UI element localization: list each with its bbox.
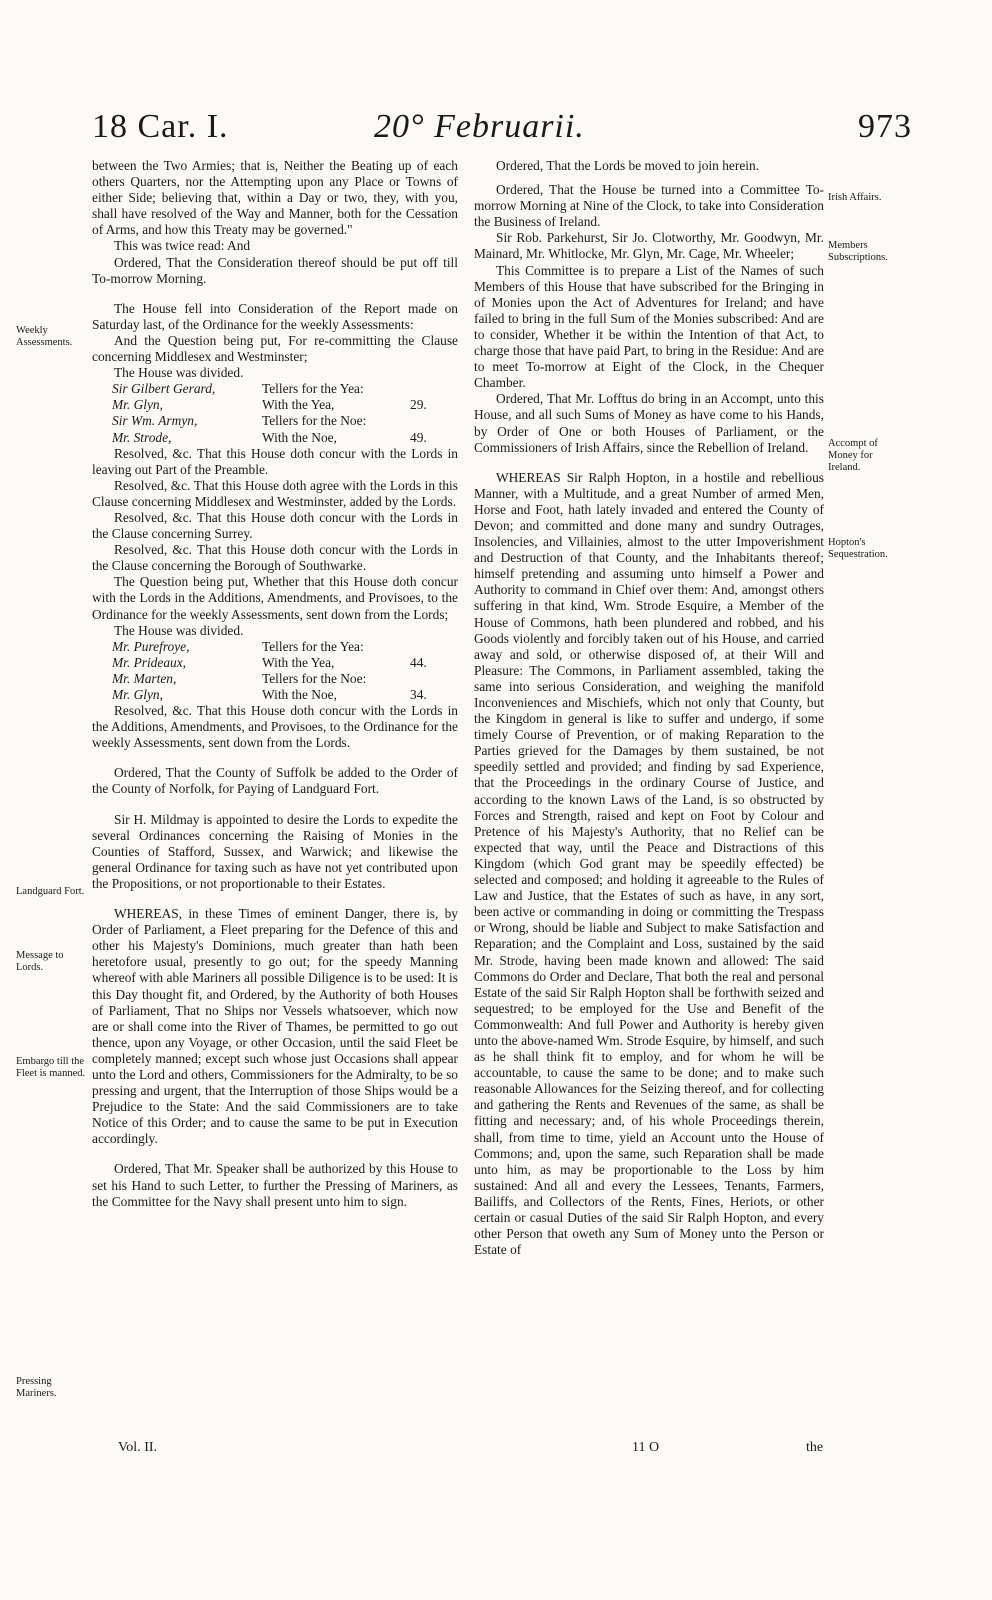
teller-role: Tellers for the Noe: — [262, 670, 367, 686]
teller-name: Sir Gilbert Gerard, — [112, 381, 216, 397]
teller-role: Tellers for the Noe: — [262, 413, 367, 429]
paragraph: This was twice read: And — [114, 238, 251, 254]
paragraph: Ordered, That the County of Suffolk be added to the Order of the County of Norfolk, for Paying of Landguard Fort. — [92, 765, 458, 797]
paragraph: Resolved, &c. That this House doth concur with the Lords in the Clause concerning the Borough of Southwarke. — [92, 542, 458, 574]
teller-role: With the Noe, — [262, 687, 337, 702]
teller-role: With the Yea, — [262, 654, 335, 670]
margin-note-accompt-of-money: Accompt of Money for Ireland. — [828, 438, 878, 473]
teller-role: Tellers for the Yea: — [262, 638, 364, 654]
paragraph: Ordered, That the House be turned into a Committee To-morrow Morning at Nine of the Clock, to take into Consideration the Business of Ireland. — [474, 182, 824, 230]
teller-role: With the Yea, — [262, 397, 335, 413]
paragraph: Resolved, &c. That this House doth concur with the Lords in the Additions, Amendments, and Provisoes, to the Ordinance for the weekly Assessments, sent down from the Lords. — [92, 703, 458, 751]
margin-note-embargo: Embargo till the Fleet is manned. — [16, 1056, 86, 1079]
date-heading: 20° Februarii. — [374, 108, 585, 145]
right-column — [474, 158, 824, 1258]
paragraph: WHEREAS, in these Times of eminent Danger, there is, by Order of Parliament, a Fleet preparing for the Defence of this and other his Majesty's Dominions, much greater than hath been heretofore usual, presently to go out; for the speedy Manning whereof with able Mariners all possible Diligence is to be used: It is this Day thought fit, and Ordered, by the Authority of both Houses of Parliament, That no Ships nor Vessels whatsoever, which now are or shall come into the River of Thames, be permitted to go out thence, upon any Voyage, or other Occasion, until the said Fleet be completely manned; except such whose just Occasions shall appear unto the Lord and others, Commissioners for the Admiralty, to be so pressing and urgent, that the Interruption of those Ships would be a Prejudice to the State: And the said Commissioners are to take Notice of this Order; and to cause the same to be put in Execution accordingly. — [92, 906, 458, 1147]
paragraph: Ordered, That the Consideration thereof should be put off till To-morrow Morning. — [92, 254, 458, 286]
vote-count: 34. — [410, 687, 427, 702]
page-number: 973 — [858, 108, 912, 145]
teller-name: Sir Wm. Armyn, — [112, 413, 198, 429]
margin-note-members-subscriptions: Members Subscriptions. — [828, 240, 888, 263]
paragraph: The House fell into Consideration of the Report made on Saturday last, of the Ordinance for the weekly Assessments: — [92, 300, 458, 332]
paragraph: WHEREAS Sir Ralph Hopton, in a hostile and rebellious Manner, with a Multitude, and a great Number of armed Men, Horse and Foot, hath lately invaded and entered the County of Devon; and committed and done many and sundry Outrages, Insolencies, and Villainies, almost to the utter Impoverishment and Destruction of that County, and the Inhabitants thereof; himself pretending and assuming unto himself a Power and Authority to command in Chief over them: And, amongst others suffering in that kind, Wm. Strode Esquire, a Member of the House of Commons, hath been plundered and robbed, and his Goods violently and forcibly taken out of his House, and carried away and sold, or otherwise disposed of, at their Will and Pleasure: The Commons, in Parliament assembled, taking the same into serious Consideration, and weighing the manifold Inconveniences and Mischiefs, which not only that County, but the Kingdom in general is like to suffer and undergo, if some timely Course of Prevention, or of making Reparation to the Parties grieved for the Damages by them sustained, be not speedily settled and provided; and finding by sad Experience, that the Proceedings in the ordinary Course of Justice, and according to the known Laws of the Land, is so obstructed by Forces and Strength, raised and kept on Foot by Colour and Pretence of his Majesty's Authority, that no Relief can be expected that way, until the Peace and Distractions of this Kingdom (which God grant may be speedily effected) be selected and composed; and holding it agreeable to the Rules of Law and Justice, that the Estates of such as have, in any sort, been active or commanding in doing or committing the Trespass or Wrong, should be liable and Subject to make Satisfaction and Reparation; and the Complaint and Loss, sustained by the said Mr. Strode, having been made known and allowed: The said Commons do Order and Declare, That both the real and personal Estate of the said Sir Ralph Hopton shall be forthwith seized and sequestred; to be employed for the Use and Benefit of the Commonwealth: And full Power and Authority is hereby given unto the above-named Wm. Strode Esquire, by himself, and such as he shall think fit to employ, and for whom he will be accountable, to cause the same to be done; and to make such reasonable Allowances for the Seizing thereof, and for collecting and gathering the Rents and Revenues of the same, as shall be fitting and necessary; and, of his whole Proceedings therein, shall, from time to time, yield an Account unto the House of Commons; and, upon the same, such Reparation shall be made unto him, as may be proportionable to the Loss by him sustained: And all and every the Lessees, Tenants, Farmers, Bailiffs, and Collectors of the Rents, Fines, Heriots, or other certain or casual Duties of the said Sir Ralph Hopton, and every other Person that oweth any Sum of Money unto the Person or Estate of — [474, 469, 824, 1258]
paragraph: Sir H. Mildmay is appointed to desire the Lords to expedite the several Ordinances concerning the Raising of Monies in the Counties of Stafford, Sussex, and Warwick; and likewise the general Ordinance for taxing such as have not yet contributed upon the Propositions, or not proportionable to their Estates. — [92, 811, 458, 891]
paragraph: Resolved, &c. That this House doth concur with the Lords in leaving out Part of the Preamble. — [92, 445, 458, 477]
vote-count: 44. — [410, 654, 427, 670]
regnal-year: 18 Car. I. — [92, 108, 229, 145]
teller-name: Mr. Glyn, — [112, 687, 163, 702]
paragraph: This Committee is to prepare a List of the Names of such Members of this House that have subscribed for the Bringing in of Monies upon the Act of Adventures for Ireland; and have failed to bring in the full Sum of the Monies subscribed: And are to consider, Whether it be within the Intention of that Act, to charge those that have paid Part, to bring in the Residue: And are to meet To-morrow at Eight of the Clock, in the Chequer Chamber. — [474, 262, 824, 391]
paragraph: Ordered, That the Lords be moved to join herein. — [496, 158, 760, 173]
margin-note-message-to-lords: Message to Lords. — [16, 950, 64, 973]
vote-count — [410, 413, 450, 429]
division-tellers-2 — [92, 639, 458, 703]
left-column — [92, 158, 458, 1210]
teller-name: Mr. Strode, — [112, 429, 172, 445]
paragraph: between the Two Armies; that is, Neither the Beating up of each others Quarters, nor the Attempting upon any Place or Towns of either Side; believing that, within a Day or two, they, with you, shall have resolved of the Way and Manner, both for the Cessation of Arms, and how this Treaty may be governed." — [92, 158, 458, 238]
catchword: the — [806, 1440, 824, 1455]
paragraph: The Question being put, Whether that this House doth concur with the Lords in the Additions, Amendments, and Provisoes, to the Ordinance for the weekly Assessments, sent down from the Lords; — [92, 574, 458, 622]
teller-name: Mr. Prideaux, — [112, 654, 187, 670]
vote-count — [410, 381, 450, 397]
paragraph: Resolved, &c. That this House doth concur with the Lords in the Clause concerning Surrey. — [92, 509, 458, 542]
paragraph: Ordered, That Mr. Speaker shall be authorized by this House to set his Hand to such Letter, to further the Pressing of Mariners, as the Committee for the Navy shall present unto him to sign. — [92, 1161, 458, 1209]
volume-label: Vol. II. — [118, 1440, 158, 1455]
page-header — [0, 108, 992, 152]
margin-note-irish-affairs: Irish Affairs. — [828, 192, 882, 203]
teller-name: Mr. Marten, — [112, 670, 177, 686]
margin-note-landguard-fort: Landguard Fort. — [16, 886, 85, 897]
paragraph: And the Question being put, For re-committing the Clause concerning Middlesex and Westminster; — [92, 332, 458, 365]
paragraph: Sir Rob. Parkehurst, Sir Jo. Clotworthy, Mr. Goodwyn, Mr. Mainard, Mr. Whitlocke, Mr. Glyn, Mr. Cage, Mr. Wheeler; — [474, 230, 824, 262]
vote-count: 29. — [410, 397, 427, 413]
teller-name: Mr. Glyn, — [112, 397, 163, 413]
margin-note-hopton-sequestration: Hopton's Sequestration. — [828, 537, 888, 560]
paragraph: The House was divided. — [114, 365, 244, 381]
margin-note-weekly-assessments: Weekly Assessments. — [16, 325, 73, 348]
vote-count — [410, 639, 450, 655]
paragraph: Resolved, &c. That this House doth agree with the Lords in this Clause concerning Middlesex and Westminster, added by the Lords. — [92, 477, 458, 509]
teller-name: Mr. Purefroye, — [112, 638, 190, 654]
paragraph: Ordered, That Mr. Lofftus do bring in an Accompt, unto this House, and all such Sums of Money as have come to his Hands, by Order of One or both Houses of Parliament, or the Commissioners of Irish Affairs, since the Rebellion of Ireland. — [474, 391, 824, 455]
signature-mark: 11 O — [632, 1440, 660, 1455]
division-tellers-1 — [92, 381, 458, 445]
margin-note-pressing-mariners: Pressing Mariners. — [16, 1376, 57, 1399]
paragraph: The House was divided. — [114, 622, 244, 638]
vote-count — [410, 671, 450, 687]
teller-role: Tellers for the Yea: — [262, 381, 364, 397]
vote-count: 49. — [410, 429, 427, 445]
teller-role: With the Noe, — [262, 429, 337, 445]
